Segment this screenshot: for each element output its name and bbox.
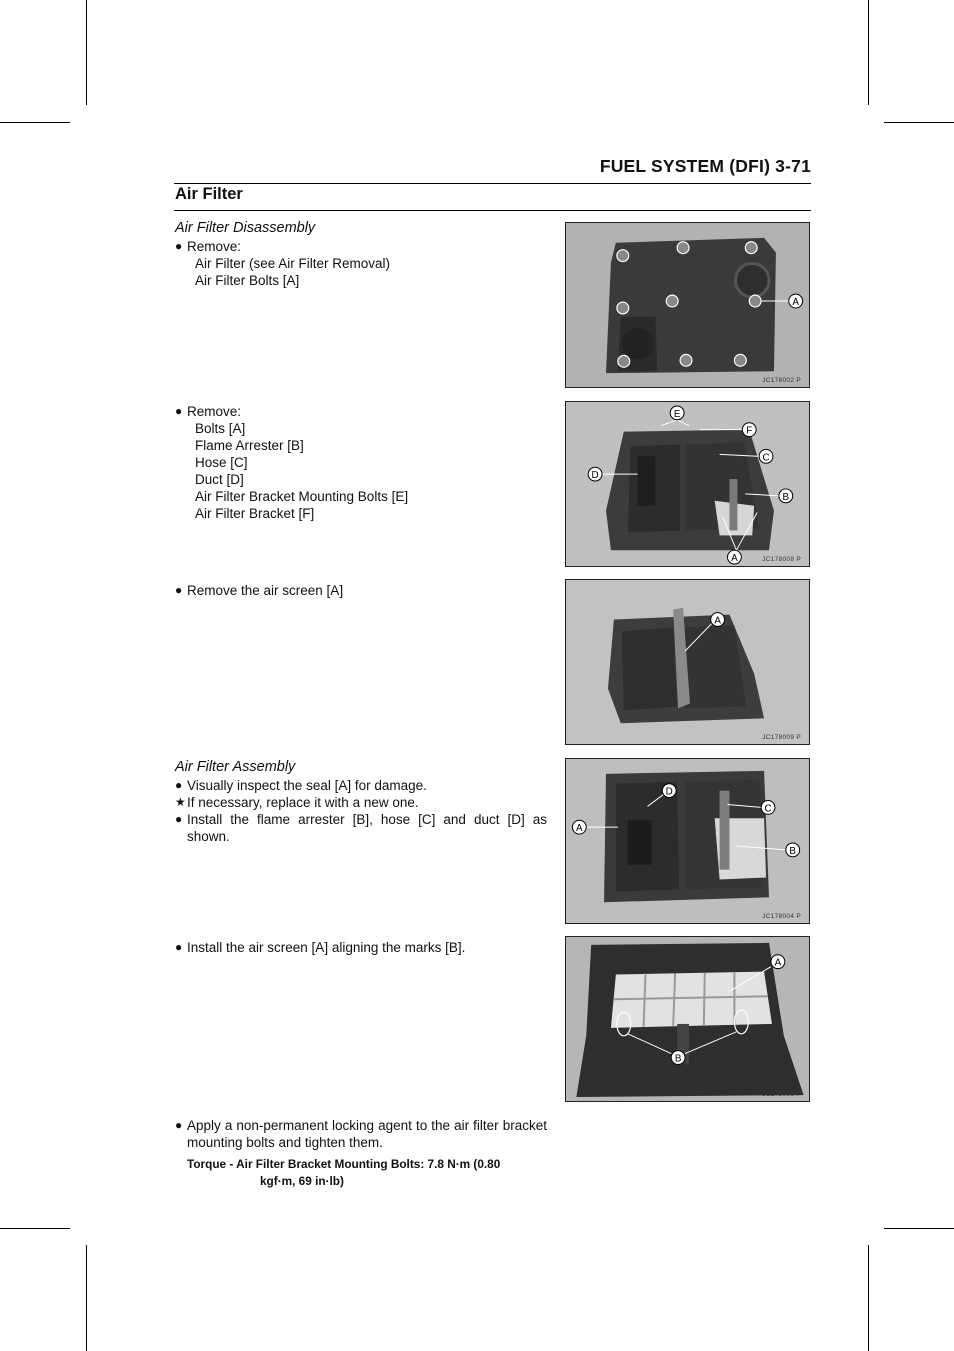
assembly-title: Air Filter Assembly [175, 759, 296, 775]
bullet-marker: ● [175, 583, 183, 597]
bullet-marker: ● [175, 239, 183, 253]
callout-label: F [746, 425, 753, 437]
assembly-steps: ● Visually inspect the seal [A] for damage. ★ If necessary, replace it with a new one. ● Install the flame arrester [B], hose [C] and duct [D] as shown. [175, 778, 547, 844]
photo-air-filter-bolts [565, 222, 810, 388]
list-item: Air Filter Bracket [F] [195, 506, 315, 521]
list-item: Flame Arrester [B] [195, 438, 304, 453]
list-item: Air Filter Bracket Mounting Bolts [E] [195, 489, 409, 504]
list-item: Air Filter (see Air Filter Removal) [195, 256, 391, 271]
bullet-marker: ● [175, 812, 183, 826]
photo-air-screen-installed [565, 936, 810, 1102]
callout-label: A [774, 957, 782, 969]
assembly-step-4: ● Apply a non-permanent locking agent to the air filter bracket mounting bolts and tighten them. [175, 1118, 547, 1150]
crop-mark [884, 122, 954, 123]
disassembly-title: Air Filter Disassembly [175, 220, 316, 236]
star-marker: ★ [175, 795, 186, 809]
list-item: Air Filter Bolts [A] [195, 273, 300, 288]
callout-label: B [674, 1053, 682, 1065]
callout-label: A [714, 615, 721, 627]
section-rule [174, 210, 811, 211]
list-item: Hose [C] [195, 455, 248, 470]
photo-components [565, 401, 810, 567]
crop-mark [86, 1245, 87, 1351]
air-filter-cover-illustration [566, 223, 809, 387]
crop-mark [884, 1228, 954, 1229]
crop-mark [868, 0, 869, 105]
bullet-marker: ● [175, 1118, 183, 1132]
photo-code: JC178004 P [762, 913, 801, 920]
callout-label: C [764, 803, 772, 815]
crop-mark [0, 122, 70, 123]
callout-label: B [789, 845, 797, 857]
callout-label: A [792, 297, 799, 308]
photo-air-screen [565, 579, 810, 745]
bullet-marker: ● [175, 404, 183, 418]
callout-label: D [591, 470, 599, 482]
crop-mark [868, 1245, 869, 1351]
crop-mark [86, 0, 87, 105]
bullet-marker: ● [175, 940, 183, 954]
section-title: Air Filter [175, 185, 243, 203]
callout-label: A [576, 823, 583, 835]
crop-mark [0, 1228, 70, 1229]
callout-label: C [762, 452, 770, 464]
header-rule [174, 183, 811, 184]
list-item: Duct [D] [195, 472, 244, 487]
photo-assembly [565, 758, 810, 924]
photo-code: JC178008 P [762, 556, 801, 563]
page-header-title: FUEL SYSTEM (DFI) 3-71 [599, 156, 811, 176]
disassembly-step-1: ● Remove: Air Filter (see Air Filter Removal) Air Filter Bolts [A] [175, 238, 547, 289]
photo-code: JC178009 P [762, 734, 801, 741]
disassembly-step-2: ● Remove: Bolts [A] Flame Arrester [B] Hose [C] Duct [D] Air Filter Bracket Mounting Bolts [E] Air Filter Bracket [F] [175, 403, 547, 522]
photo-code: JC178006 P [762, 1091, 801, 1098]
disassembly-step-3: ● Remove the air screen [A] [175, 583, 344, 598]
callout-label: A [731, 553, 738, 565]
list-item: Bolts [A] [195, 421, 246, 436]
callout-label: D [665, 786, 673, 798]
torque-spec: Torque - Air Filter Bracket Mounting Bolts: 7.8 N·m (0.80 kgf·m, 69 in·lb) [187, 1157, 501, 1188]
bullet-marker: ● [175, 778, 183, 792]
photo-code: JC178002 P [762, 377, 801, 384]
assembly-step-3: ● Install the air screen [A] aligning the marks [B]. [175, 940, 466, 955]
callout-label: E [673, 408, 681, 420]
callout-label: B [782, 491, 790, 503]
